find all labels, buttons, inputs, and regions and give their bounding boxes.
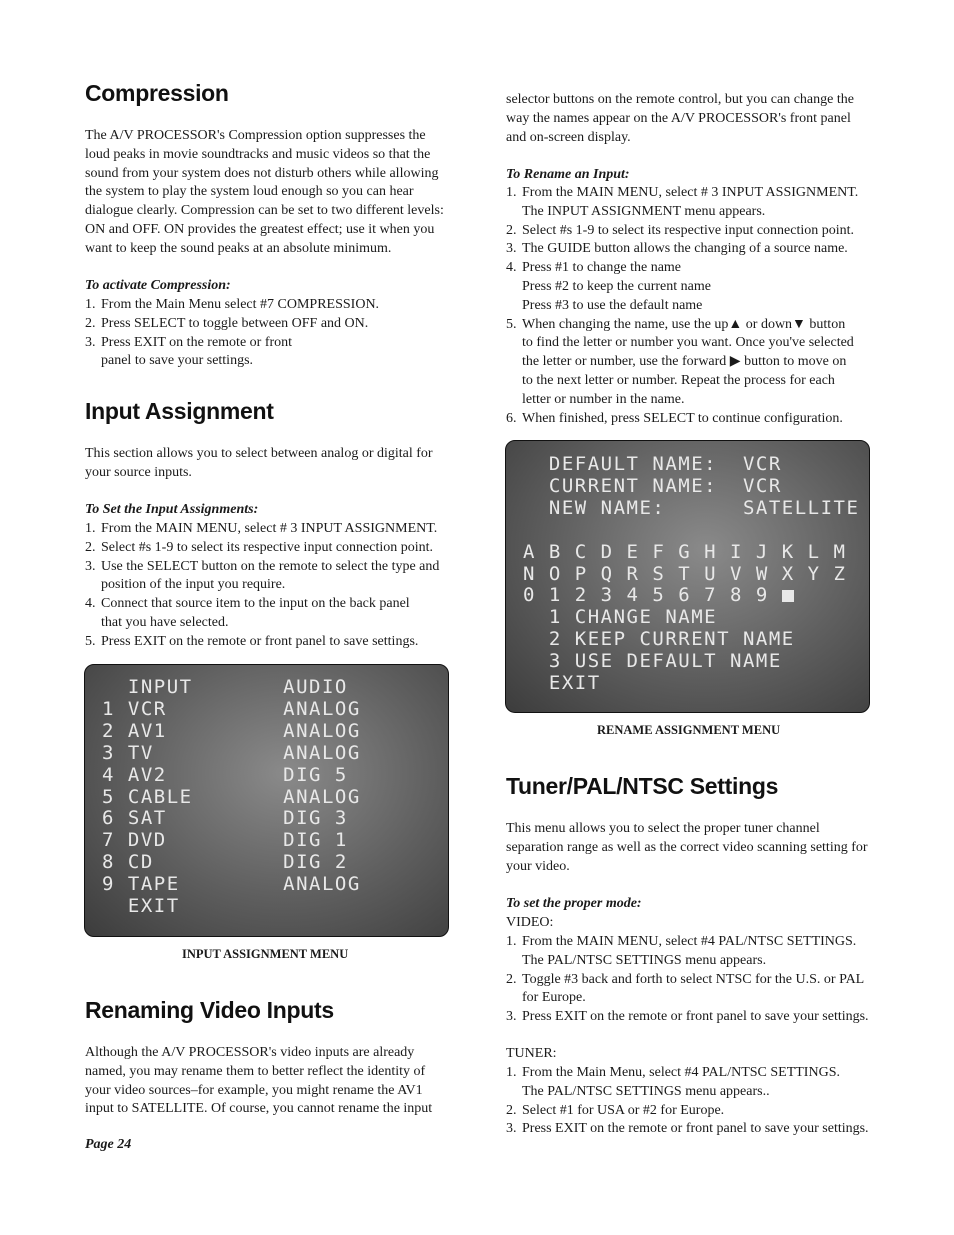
step-line: Press SELECT to toggle between OFF and ON. — [101, 315, 369, 331]
tuner-subheading: To set the proper mode: — [506, 896, 642, 911]
step-number: 2. — [85, 539, 96, 555]
input-assignment-menu-screen — [84, 664, 449, 937]
screen-row — [102, 852, 348, 874]
screen-row — [102, 787, 361, 809]
tuner-body: This menu allows you to select the proper tuner channel separation range as well as the correct video scanning setting for your video. — [506, 821, 868, 874]
text-cursor-block — [782, 590, 794, 602]
step-item — [506, 316, 870, 410]
step-line: When changing the name, use the up▲ or down▼ button — [522, 316, 846, 332]
step-line: The PAL/NTSC SETTINGS menu appears.. — [522, 1083, 770, 1099]
step-number: 1. — [506, 185, 517, 200]
step-item — [506, 259, 870, 315]
step-item — [85, 558, 449, 596]
rename-steps — [506, 184, 870, 428]
input-assignment-heading: Input Assignment — [85, 398, 274, 424]
screen-row — [102, 874, 361, 896]
step-number: 5. — [85, 633, 96, 649]
step-line: to find the letter or number you want. Once you've selected — [522, 335, 854, 351]
step-line: Select #1 for USA or #2 for Europe. — [522, 1102, 725, 1118]
tuner-heading: Tuner/PAL/NTSC Settings — [506, 773, 779, 799]
step-line: that you have selected. — [101, 614, 229, 630]
screen-row — [523, 629, 795, 651]
screen-row — [102, 743, 361, 765]
video-label: VIDEO: — [506, 915, 554, 930]
screen-row-text: 3 TV ANALOG — [102, 741, 361, 764]
step-line: Use the SELECT button on the remote to select the type and — [101, 558, 440, 574]
screen-row-text: 8 CD DIG 2 — [102, 851, 348, 874]
input-assignment-body: This section allows you to select between analog or digital for your source inputs. — [85, 446, 433, 480]
step-line: Press #1 to change the name — [522, 260, 682, 276]
step-line: Connect that source item to the input on the back panel — [101, 596, 410, 612]
step-line: From the MAIN MENU, select # 3 INPUT ASSIGNMENT. — [101, 521, 438, 536]
screen-row — [523, 585, 794, 607]
step-line: From the Main Menu, select #4 PAL/NTSC SETTINGS. — [522, 1065, 840, 1080]
screen-row-text: 5 CABLE ANALOG — [102, 785, 361, 808]
screen-row — [102, 808, 348, 830]
screen-row — [523, 651, 782, 673]
step-line: When finished, press SELECT to continue configuration. — [522, 410, 843, 426]
compression-body: The A/V PROCESSOR's Compression option suppresses the loud peaks in movie soundtracks and music videos so that the sound from your system does not disturb others while allowing the system to play the system loud enough so you can hear dialogue clearly. Compression can be set to two different levels: ON and OFF. ON provides the greatest effect; use it when you want to keep the sound peaks at an absolute minimum. — [85, 128, 444, 256]
step-line: to the next letter or number. Repeat the process for each — [522, 372, 835, 388]
screen-row — [523, 454, 782, 476]
input-assignment-steps — [85, 520, 449, 652]
step-item — [506, 410, 870, 429]
step-number: 2. — [506, 971, 517, 987]
step-item — [506, 933, 870, 971]
step-line: Select #s 1-9 to select its respective input connection point. — [522, 222, 855, 238]
step-number: 1. — [85, 521, 96, 536]
step-line: From the Main Menu select #7 COMPRESSION. — [101, 297, 380, 312]
step-item — [85, 633, 449, 652]
screen-row-text: EXIT — [523, 672, 601, 694]
screen-row-text: NEW NAME: SATELLITE — [523, 496, 860, 519]
screen-row — [523, 542, 846, 564]
tuner-steps — [506, 1064, 870, 1139]
tuner-label: TUNER: — [506, 1046, 557, 1061]
renaming-continuation: selector buttons on the remote control, but you can change the way the names appear on the A/V PROCESSOR's front panel and on-screen display. — [506, 92, 854, 145]
screen-row-text: CURRENT NAME: VCR — [523, 474, 782, 497]
step-item — [85, 595, 449, 633]
step-line: Press #3 to use the default name — [522, 297, 703, 313]
input-assignment-menu-caption: INPUT ASSIGNMENT MENU — [182, 947, 349, 961]
step-item — [506, 1120, 870, 1139]
renaming-heading: Renaming Video Inputs — [85, 997, 334, 1023]
step-number: 1. — [506, 1065, 517, 1080]
step-line: letter or number in the name. — [522, 391, 685, 407]
step-line: panel to save your settings. — [101, 353, 254, 369]
screen-row-text: 1 CHANGE NAME — [523, 606, 718, 629]
screen-row-text: 1 VCR ANALOG — [102, 697, 361, 720]
screen-row-text: 4 AV2 DIG 5 — [102, 763, 348, 786]
step-line: Select #s 1-9 to select its respective input connection point. — [101, 539, 434, 555]
screen-row-text: EXIT — [102, 895, 180, 917]
step-item — [506, 1008, 870, 1027]
step-item — [85, 520, 449, 539]
step-item — [506, 1064, 870, 1102]
step-number: 3. — [506, 1121, 517, 1137]
screen-row-text: INPUT AUDIO — [102, 676, 348, 698]
step-item — [85, 334, 449, 372]
step-line: From the MAIN MENU, select #4 PAL/NTSC SETTINGS. — [522, 934, 857, 949]
step-number: 4. — [85, 596, 96, 612]
step-item — [506, 184, 870, 222]
step-number: 3. — [506, 1009, 517, 1025]
step-number: 3. — [85, 334, 96, 350]
screen-row — [102, 765, 348, 787]
step-line: for Europe. — [522, 990, 586, 1006]
input-assignment-subheading: To Set the Input Assignments: — [85, 502, 259, 517]
step-number: 4. — [506, 260, 517, 276]
step-line: Press EXIT on the remote or front panel to save your settings. — [522, 1009, 869, 1025]
step-item — [506, 971, 870, 1009]
screen-row-text: 3 USE DEFAULT NAME — [523, 650, 782, 673]
step-number: 5. — [506, 316, 517, 332]
screen-row — [523, 607, 717, 629]
step-number: 6. — [506, 410, 517, 426]
step-item — [506, 1102, 870, 1121]
screen-row-text: 2 KEEP CURRENT NAME — [523, 628, 795, 651]
screen-row — [102, 721, 361, 743]
screen-row — [523, 673, 601, 695]
video-steps — [506, 933, 870, 1027]
screen-row-text: N O P Q R S T U V W X Y Z — [523, 562, 847, 585]
screen-row — [523, 476, 782, 498]
screen-row-text: 2 AV1 ANALOG — [102, 719, 361, 742]
step-item — [85, 315, 449, 334]
step-line: The INPUT ASSIGNMENT menu appears. — [522, 203, 766, 219]
renaming-body: Although the A/V PROCESSOR's video inputs are already named, you may rename them to better reflect the identity of your video sources–for example, you might rename the AV1 input to SATELLITE. Of course, you cannot rename the input — [85, 1045, 433, 1117]
screen-row-text: A B C D E F G H I J K L M — [523, 540, 847, 563]
step-line: Press #2 to keep the current name — [522, 278, 711, 294]
step-number: 2. — [506, 1102, 517, 1118]
step-number: 1. — [506, 934, 517, 949]
compression-subheading: To activate Compression: — [85, 278, 231, 293]
step-number: 3. — [506, 241, 517, 257]
step-line: From the MAIN MENU, select # 3 INPUT ASSIGNMENT. — [522, 185, 859, 200]
rename-subheading: To Rename an Input: — [506, 167, 630, 182]
step-item — [85, 296, 449, 315]
page-number: Page 24 — [85, 1137, 132, 1152]
step-line: Toggle #3 back and forth to select NTSC for the U.S. or PAL — [522, 971, 865, 987]
screen-row — [102, 699, 361, 721]
screen-row — [102, 830, 348, 852]
step-line: Press EXIT on the remote or front panel to save settings. — [101, 633, 419, 649]
screen-row-text: 0 1 2 3 4 5 6 7 8 9 — [523, 584, 782, 607]
screen-row — [102, 677, 348, 699]
step-item — [506, 240, 870, 259]
screen-row — [102, 896, 180, 918]
rename-assignment-menu-screen — [505, 440, 870, 713]
screen-row-text: 7 DVD DIG 1 — [102, 829, 348, 852]
step-number: 1. — [85, 297, 96, 312]
step-line: Press EXIT on the remote or front panel to save your settings. — [522, 1121, 869, 1137]
step-item — [85, 539, 449, 558]
step-number: 2. — [85, 315, 96, 331]
step-number: 3. — [85, 558, 96, 574]
rename-assignment-menu-caption: RENAME ASSIGNMENT MENU — [597, 723, 781, 737]
screen-row-text: DEFAULT NAME: VCR — [523, 453, 782, 475]
compression-steps — [85, 296, 449, 371]
compression-heading: Compression — [85, 80, 229, 106]
screen-row-text: 9 TAPE ANALOG — [102, 873, 361, 896]
screen-row — [523, 498, 859, 520]
step-number: 2. — [506, 222, 517, 238]
screen-row — [523, 564, 846, 586]
step-line: the letter or number, use the forward ▶ button to move on — [522, 354, 847, 370]
screen-row-text: 6 SAT DIG 3 — [102, 807, 348, 830]
step-line: position of the input you require. — [101, 577, 286, 593]
step-line: The PAL/NTSC SETTINGS menu appears. — [522, 952, 767, 968]
step-line: Press EXIT on the remote or front — [101, 334, 293, 350]
step-item — [506, 222, 870, 241]
step-line: The GUIDE button allows the changing of a source name. — [522, 241, 848, 257]
